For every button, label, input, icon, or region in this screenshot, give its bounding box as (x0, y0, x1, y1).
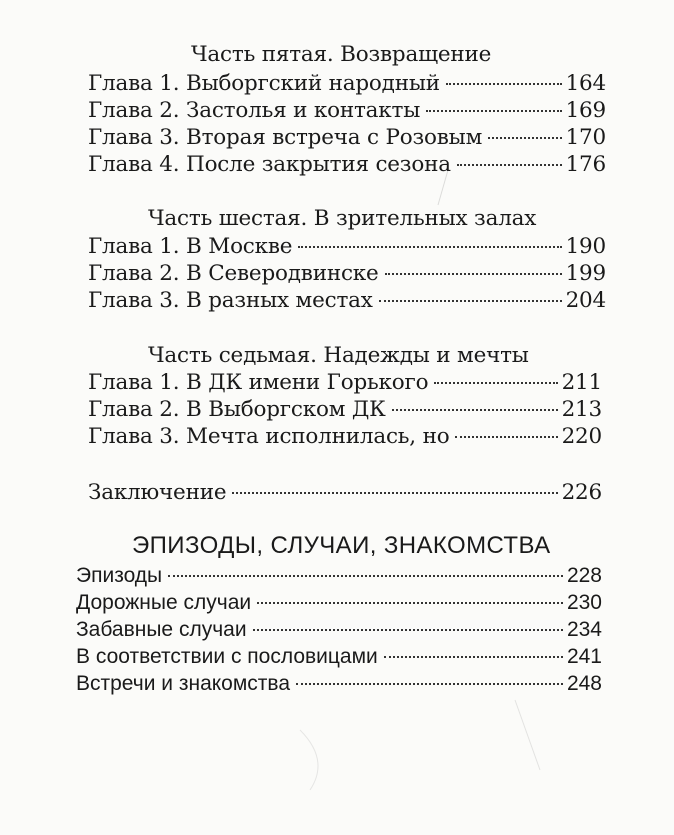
toc-entry-title: Встречи и знакомства (76, 672, 291, 695)
toc-entry-title: Глава 2. Застолья и контакты (88, 98, 421, 123)
toc-entry-title: Забавные случаи (76, 618, 247, 641)
toc-entry-page: 164 (565, 71, 606, 96)
toc-entry-page: 211 (561, 370, 602, 395)
toc-entry-page: 190 (565, 234, 606, 259)
toc-entry-page: 241 (566, 645, 602, 668)
toc-entry-page: 228 (566, 564, 602, 587)
toc-entry-title: Глава 3. Вторая встреча с Розовым (88, 125, 483, 150)
toc-entry-title: Глава 2. В Северодвинске (88, 261, 379, 286)
toc-entry-title: Глава 1. В ДК имени Горького (88, 370, 429, 395)
toc-entry-page: 230 (566, 591, 602, 614)
toc-entry-title: Эпизоды (76, 564, 163, 587)
toc-entry-page: 170 (565, 125, 606, 150)
toc-entry-page: 234 (566, 618, 602, 641)
toc-entry-title: Глава 1. В Москве (88, 234, 293, 259)
toc-entry-page: 213 (561, 397, 602, 422)
toc-entry-title: Глава 2. В Выборгском ДК (88, 397, 386, 422)
toc-entry-title: Дорожные случаи (76, 591, 252, 614)
toc-entry-title: Глава 1. Выборгский народный (88, 71, 440, 96)
toc-entry-page: 248 (566, 672, 602, 695)
part5-heading: Часть пятая. Возвращение (191, 42, 492, 67)
toc-entry-page: 204 (565, 288, 606, 313)
toc-entry-page: 169 (565, 98, 606, 123)
toc-entry-title: Глава 4. После закрытия сезона (88, 152, 451, 177)
toc-entry-title: Глава 3. Мечта исполнилась, но (88, 424, 450, 449)
toc-entry-title: Глава 3. В разных местах (88, 288, 373, 313)
episodes-heading: ЭПИЗОДЫ, СЛУЧАИ, ЗНАКОМСТВА (132, 532, 551, 559)
part6-heading: Часть шестая. В зрительных залах (148, 206, 537, 231)
part7-heading: Часть седьмая. Надежды и мечты (148, 343, 529, 368)
toc-entry-page: 226 (561, 480, 602, 505)
toc-entry-page: 220 (561, 424, 602, 449)
toc-entry-title: Заключение (88, 480, 227, 505)
toc-entry-title: В соответствии с пословицами (76, 645, 378, 668)
toc-entry-page: 176 (565, 152, 606, 177)
toc-entry-page: 199 (565, 261, 606, 286)
